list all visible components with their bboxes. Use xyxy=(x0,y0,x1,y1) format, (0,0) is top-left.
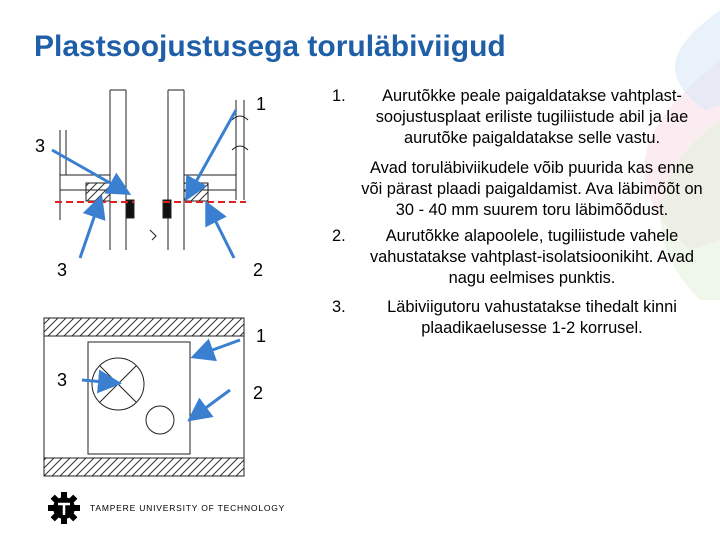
pipe-penetration-figure xyxy=(0,80,300,530)
note-paragraph-text: Avad toruläbiviikudele võib puurida kas enne või pärast plaadi paigaldamist. Ava läbimõõt on 30 - 40 mm suurem toru läbimõõdust. xyxy=(361,159,703,219)
notes-list xyxy=(332,86,704,339)
note-item-3 xyxy=(332,297,704,339)
figure-label-3-top-left: 3 xyxy=(34,136,46,156)
figure-label-1-bottom: 1 xyxy=(255,326,267,346)
logo-text: TAMPERE UNIVERSITY OF TECHNOLOGY xyxy=(90,503,286,513)
note-item-3-text: Läbiviigutoru vahustatakse tihedalt kinni plaadikaelusesse 1-2 korrusel. xyxy=(387,298,677,337)
note-item-2-marker: 2. xyxy=(332,227,346,245)
note-item-1 xyxy=(332,86,704,149)
note-item-1-marker: 1. xyxy=(332,87,346,105)
slide-title: Plastsoojustusega toruläbiviigud xyxy=(34,30,506,63)
note-item-3-marker: 3. xyxy=(332,298,346,316)
callout-arrows xyxy=(52,110,240,418)
figure-label-3-middle: 3 xyxy=(56,260,68,280)
figure-label-2-bottom: 2 xyxy=(252,383,264,403)
gear-icon xyxy=(48,492,80,524)
note-item-2 xyxy=(332,226,704,289)
figure-label-2-middle: 2 xyxy=(252,260,264,280)
note-item-1-text: Aurutõkke peale paigaldatakse vahtplast-soojustusplaat eriliste tugiliistude abil ja lae aurutõke paigaldatakse selle vastu. xyxy=(375,87,689,147)
plan-detail-bottom xyxy=(44,318,244,476)
note-paragraph xyxy=(332,158,704,221)
figure-label-1-top: 1 xyxy=(255,94,267,114)
note-item-2-text: Aurutõkke alapoolele, tugiliistude vahele vahustatakse vahtplast-isolatsioonikiht. Avad nagu eelmises punktis. xyxy=(369,227,695,287)
figure-label-3-bottom: 3 xyxy=(56,370,68,390)
